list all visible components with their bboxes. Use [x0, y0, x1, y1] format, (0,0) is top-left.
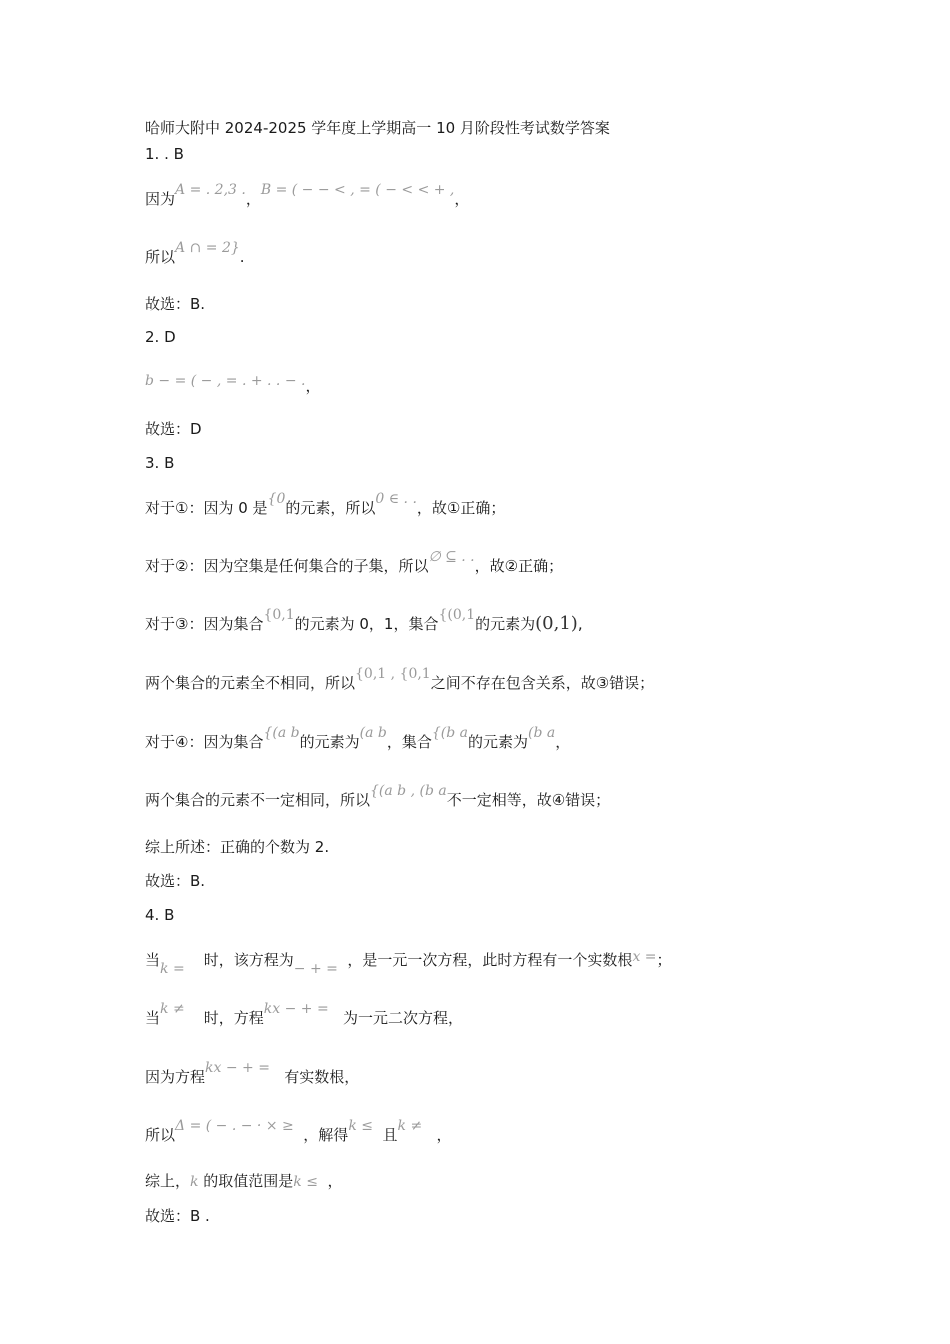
q3-formula: ∅ ⊆ . .: [428, 549, 475, 565]
q4-formula: kx − + =: [263, 1001, 329, 1017]
q1-answer: 故选：B.: [145, 295, 206, 313]
q3-text: 对于②：因为空集是任何集合的子集，所以: [145, 557, 429, 575]
q3-text: 对于①：因为 0 是: [145, 499, 268, 517]
q1-line-2: [145, 240, 245, 268]
q4-formula: k =: [160, 961, 185, 977]
q3-line-2: [145, 549, 564, 577]
q1-formula-set-a: A = . 2,3 .: [175, 182, 246, 198]
q3-text: 对于③：因为集合: [145, 615, 264, 633]
q4-text: 当: [145, 1009, 161, 1027]
q3-text: 的元素为 0，1，集合: [294, 615, 439, 633]
q4-text: ，是一元一次方程，此时方程有一个实数根: [347, 951, 633, 969]
q4-line-2: [145, 1001, 464, 1029]
q4-text: ，解得: [303, 1126, 349, 1144]
q2-answer: 故选：D: [145, 420, 202, 438]
document-title: 哈师大附中 2024-2025 学年度上学期高一 10 月阶段性考试数学答案: [145, 119, 610, 137]
q4-header: 4. B: [145, 906, 175, 924]
q1-formula-set-b: B = ( − − < , = ( − < < + ,: [260, 182, 455, 198]
q3-formula: {0,1: [263, 607, 295, 623]
q3-line-3: [145, 607, 583, 635]
q3-formula: {(b a: [431, 725, 468, 741]
q1-text: ，: [245, 190, 261, 208]
q4-text: 的取值范围是: [203, 1172, 294, 1190]
q4-formula: − + =: [293, 961, 338, 977]
q3-text: 的元素为: [299, 733, 360, 751]
q3-text: ,: [577, 615, 583, 633]
q3-header: 3. B: [145, 454, 175, 472]
q3-text: 之间不存在包含关系，故③错误；: [430, 674, 655, 692]
q4-text: 时，方程: [203, 1009, 264, 1027]
q4-formula: k: [190, 1174, 199, 1190]
q4-text: 综上，: [145, 1172, 191, 1190]
q4-text: 有实数根，: [284, 1068, 360, 1086]
q3-text: 的元素为: [468, 733, 529, 751]
q3-formula: (a b: [359, 725, 387, 741]
q3-answer: 故选：B.: [145, 872, 206, 890]
q4-text: ，: [327, 1172, 343, 1190]
q3-line-6: [145, 783, 611, 811]
q4-formula: k ≠: [397, 1118, 423, 1134]
q3-text: 不一定相等，故④错误；: [446, 791, 611, 809]
q3-formula: {(0,1: [438, 607, 476, 623]
q3-text: 两个集合的元素全不相同，所以: [145, 674, 356, 692]
q3-text: 两个集合的元素不一定相同，所以: [145, 791, 371, 809]
q1-formula-intersection: A ∩ = 2}: [175, 240, 240, 256]
q3-text: 的元素，所以: [285, 499, 376, 517]
q3-summary: 综上所述：正确的个数为 2.: [145, 838, 330, 856]
q4-text: ，: [436, 1126, 452, 1144]
q3-line-4: [145, 666, 655, 694]
q4-text: 为一元二次方程，: [343, 1009, 464, 1027]
q3-formula: {(a b , (b a: [370, 783, 447, 799]
q3-formula: 0 ∈ . .: [375, 491, 417, 507]
q4-formula: x =: [632, 949, 657, 965]
q4-formula-discriminant: Δ = ( − . − · × ≥: [175, 1118, 294, 1134]
q4-answer: 故选：B .: [145, 1207, 210, 1225]
q2-formula: b − = ( − , = . + . . − .: [145, 373, 306, 389]
q2-header: 2. D: [145, 328, 176, 346]
q3-text: 对于④：因为集合: [145, 733, 264, 751]
q3-formula: {(a b: [263, 725, 300, 741]
q3-formula: {0,1 , {0,1: [355, 666, 431, 682]
q4-formula: k ≤: [293, 1174, 318, 1190]
q4-text: 因为方程: [145, 1068, 206, 1086]
q4-text: 时，该方程为: [203, 951, 294, 969]
q4-text: ；: [656, 951, 672, 969]
q3-formula: {0: [267, 491, 286, 507]
q4-text: 所以: [145, 1126, 176, 1144]
q3-text: ，故①正确；: [416, 499, 506, 517]
q1-header: 1. . B: [145, 145, 184, 163]
q4-line-3: [145, 1060, 360, 1088]
q3-text: ，: [555, 733, 571, 751]
q1-line-1: [145, 182, 470, 210]
q4-formula: kx − + =: [205, 1060, 270, 1076]
q1-text: ，: [454, 190, 470, 208]
q3-text: 的元素为: [475, 615, 536, 633]
q4-line-5: [145, 1171, 343, 1192]
q3-text: ，故②正确；: [474, 557, 564, 575]
q4-text: 且: [382, 1126, 398, 1144]
q2-text: ，: [305, 377, 321, 395]
q4-formula: k ≠: [160, 1001, 185, 1017]
q3-text: ，集合: [386, 733, 432, 751]
q3-formula-pair: (0,1): [535, 613, 578, 634]
q4-line-1: [145, 949, 672, 977]
q1-text: .: [239, 248, 245, 266]
q2-line-1: [145, 373, 321, 397]
q1-text: 所以: [145, 248, 176, 266]
q3-line-5: [145, 725, 571, 753]
q1-text: 因为: [145, 190, 176, 208]
q3-line-1: [145, 491, 506, 519]
q4-text: 当: [145, 951, 161, 969]
q4-line-4: [145, 1118, 452, 1146]
q3-formula: (b a: [528, 725, 556, 741]
q4-formula: k ≤: [348, 1118, 373, 1134]
